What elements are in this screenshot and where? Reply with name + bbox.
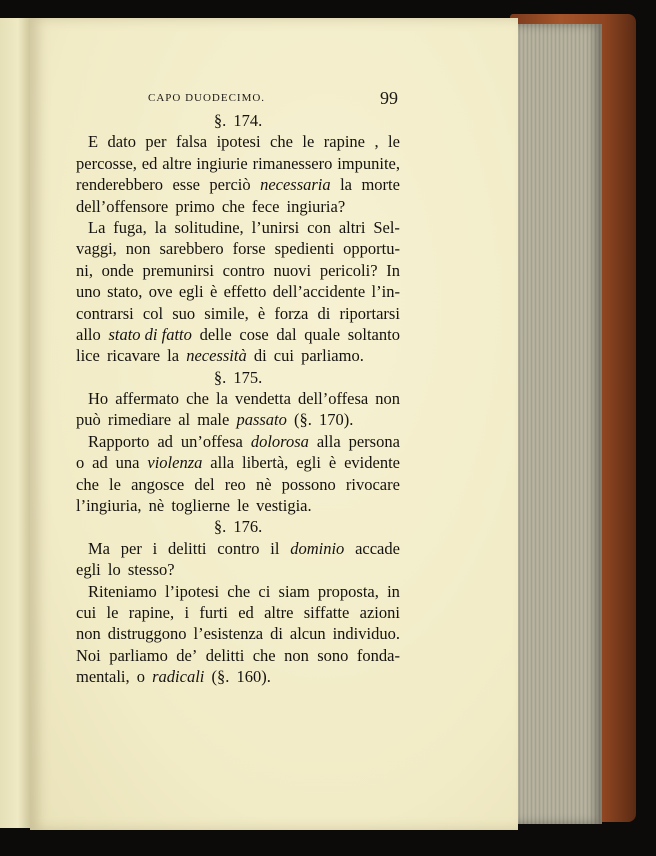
text-line: percosse, ed altre ingiurie rimanessero impunite, <box>76 153 400 173</box>
left-page <box>0 18 30 828</box>
text-line: contrarsi col suo simile, è forza di riportarsi <box>76 303 400 323</box>
text-line: allo stato di fatto delle cose dal quale soltanto <box>76 324 400 344</box>
text-line: egli lo stesso? <box>76 560 175 580</box>
text-line: o ad una violenza alla libertà, egli è evidente <box>76 453 400 473</box>
running-header: CAPO DUODECIMO. <box>148 92 266 104</box>
text-line: La fuga, la solitudine, l’unirsi con altri Sel- <box>88 217 400 237</box>
text-line: renderebbero esse perciò necessaria la morte <box>76 175 400 195</box>
text-line: vaggi, non sarebbero forse spedienti opportu- <box>76 239 400 259</box>
text-line: non distruggono l’esistenza di alcun individuo. <box>76 624 400 644</box>
text-line: §. 176. <box>213 517 263 537</box>
text-line: lice ricavare la necessità di cui parliamo. <box>76 346 364 366</box>
page-edges <box>516 24 602 824</box>
text-line: può rimediare al male passato (§. 170). <box>76 410 354 430</box>
page-number: 99 <box>380 88 398 108</box>
text-line: E dato per falsa ipotesi che le rapine , le <box>88 132 400 152</box>
text-line: ni, onde premunirsi contro nuovi pericoli? In <box>76 260 400 280</box>
text-line: mentali, o radicali (§. 160). <box>76 667 271 687</box>
text-line: §. 174. <box>213 111 263 130</box>
text-line: §. 175. <box>213 367 263 387</box>
text-line: Riteniamo l’ipotesi che ci siam proposta, in <box>88 581 400 601</box>
text-line: che le angosce del reo nè possono rivocare <box>76 474 400 494</box>
text-line: Noi parliamo de’ delitti che non sono fonda- <box>76 645 400 665</box>
text-line: Ho affermato che la vendetta dell’offesa non <box>88 389 400 409</box>
text-line: Rapporto ad un’offesa dolorosa alla persona <box>88 431 400 451</box>
text-line: cui le rapine, i furti ed altre siffatte azioni <box>76 602 400 622</box>
text-line: l’ingiuria, nè toglierne le vestigia. <box>76 496 312 516</box>
text-line: uno stato, ove egli è effetto dell’accidente l’in- <box>76 282 400 302</box>
page-text <box>76 110 400 688</box>
text-line: Ma per i delitti contro il dominio accade <box>88 538 400 558</box>
text-line: dell’offensore primo che fece ingiuria? <box>76 196 346 216</box>
